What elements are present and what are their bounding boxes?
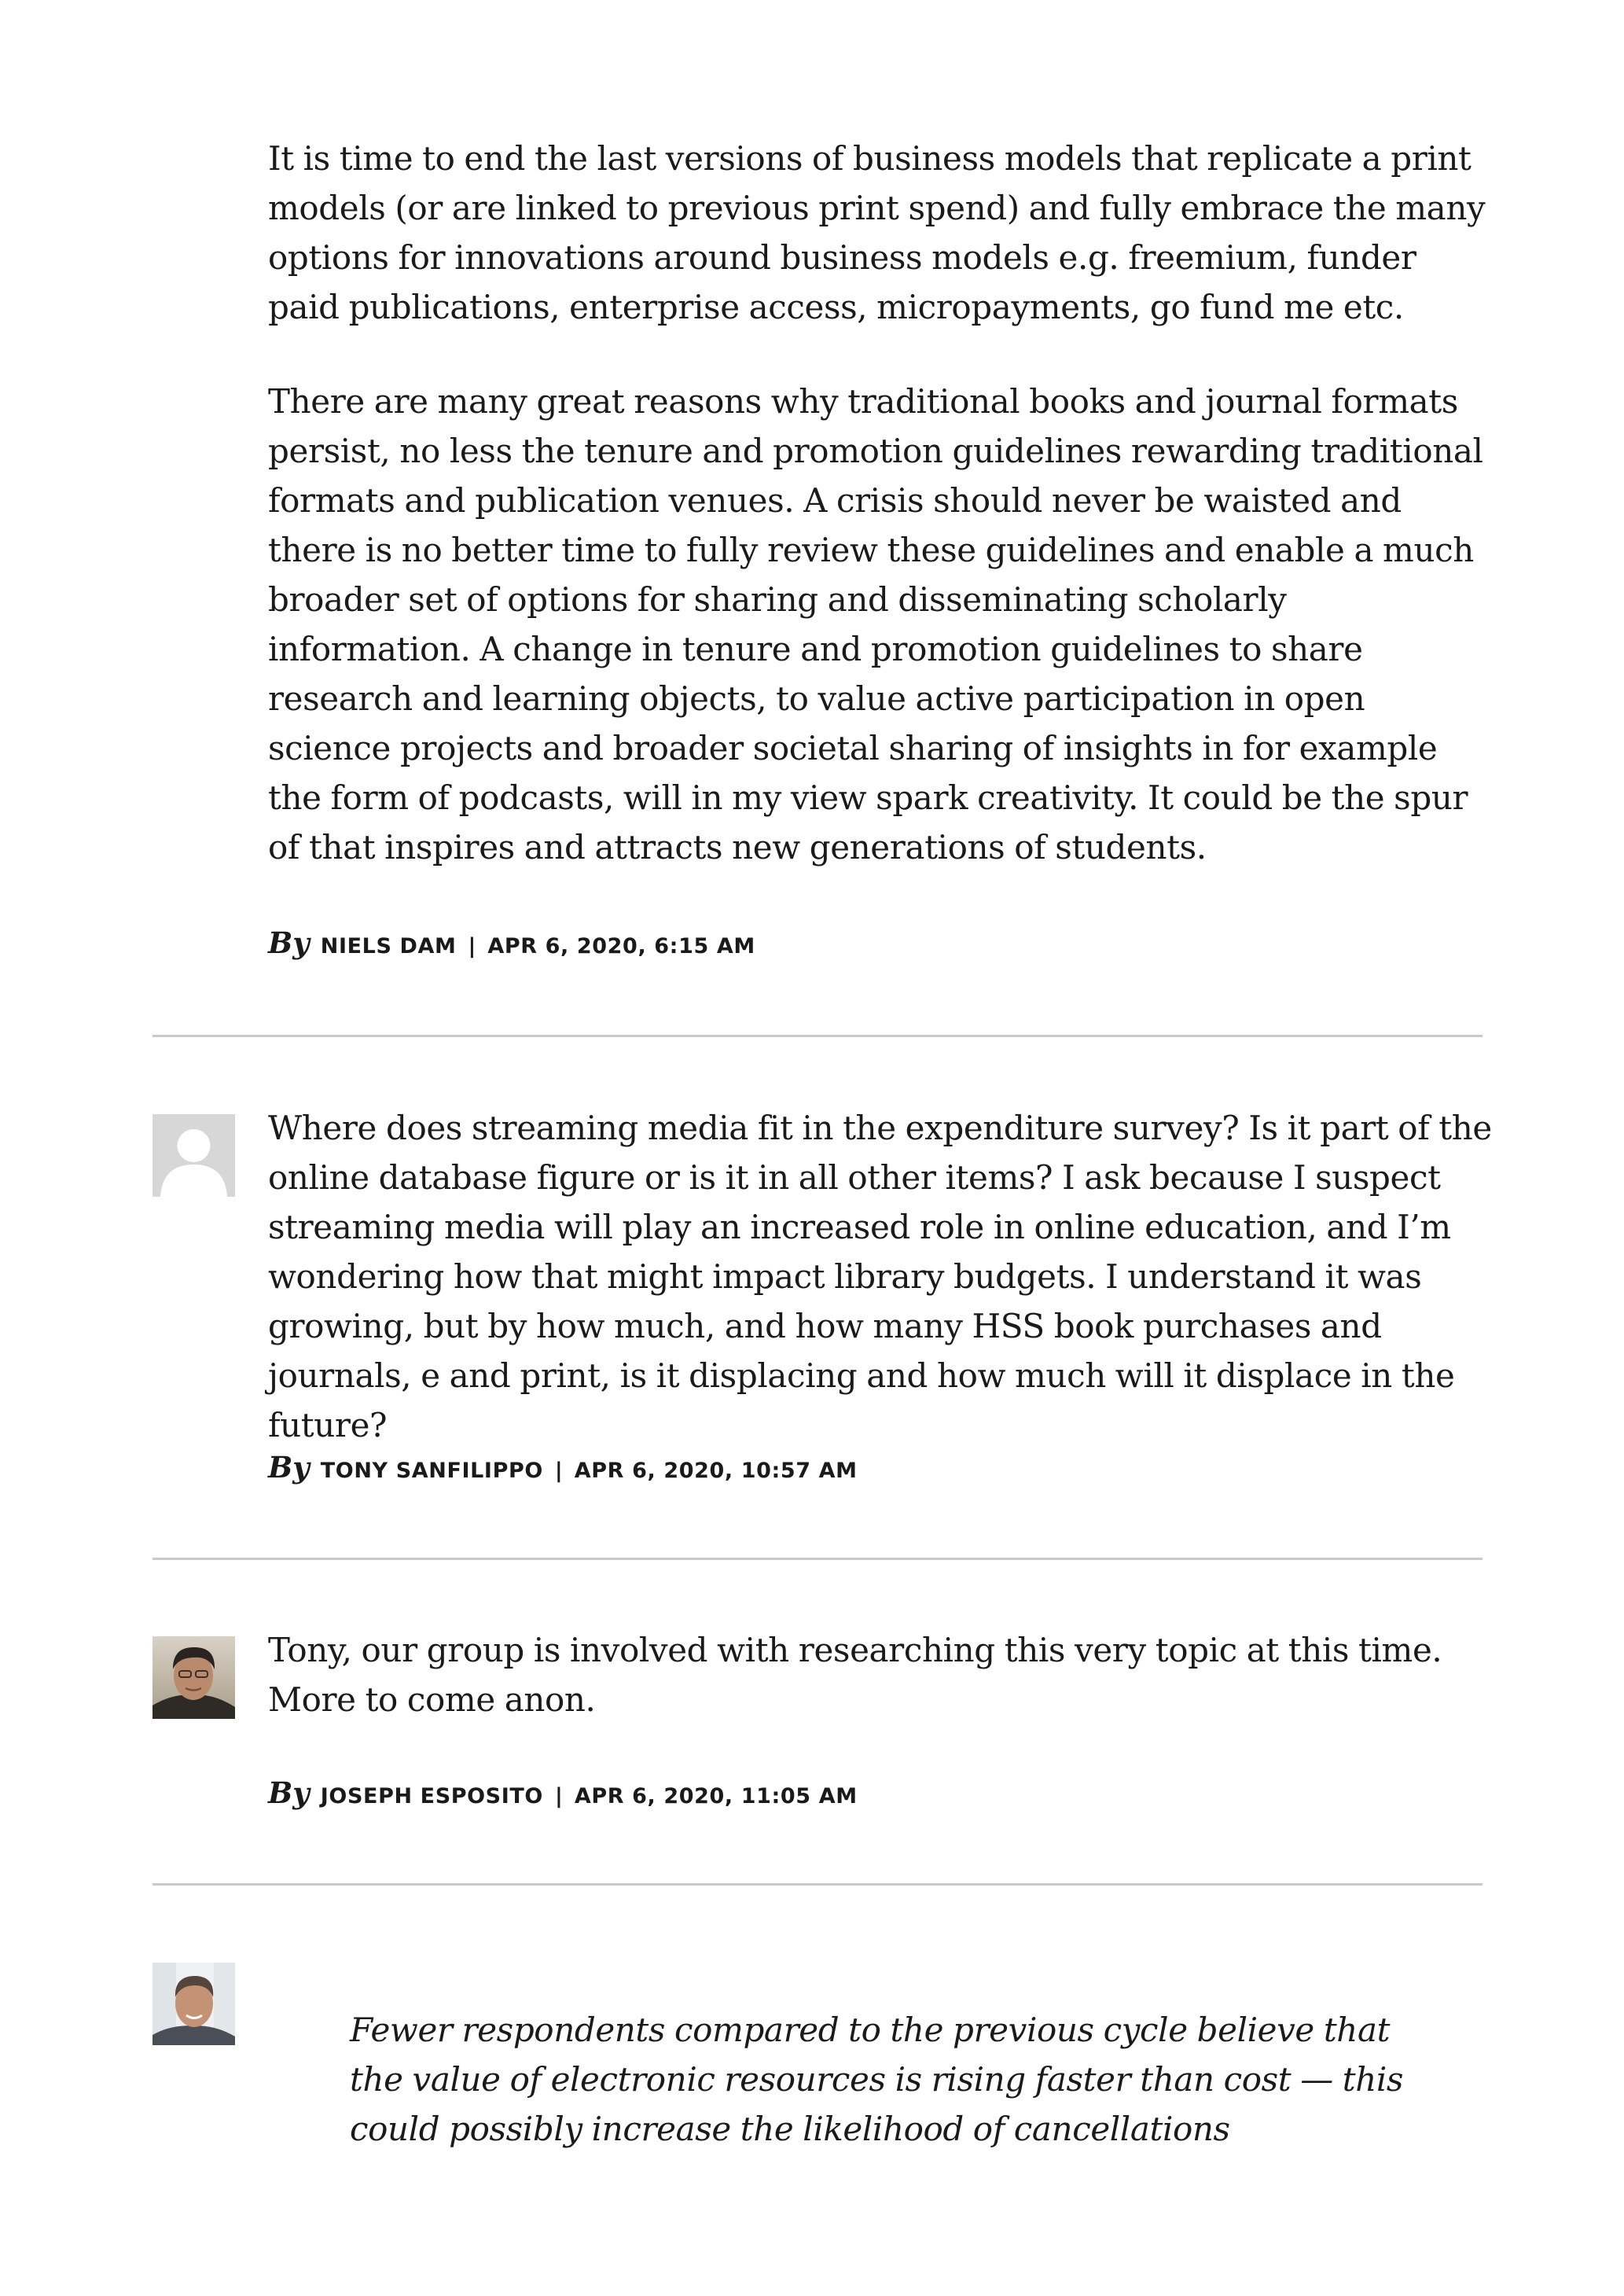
author-name-link[interactable]: TONY SANFILIPPO	[320, 1459, 543, 1483]
comment-date-link[interactable]: APR 6, 2020, 11:05 AM	[574, 1784, 858, 1808]
author-name-link[interactable]: NIELS DAM	[320, 934, 457, 959]
comment-date-link[interactable]: APR 6, 2020, 6:15 AM	[487, 934, 755, 959]
comment-paragraph: It is time to end the last versions of business models that replicate a print models (or are linked to previous print spend) and fully embrace the many options for innovations around business models e.g. freemium, funder paid publications, enterprise access, micropayments, go fund me etc.	[268, 139, 1486, 326]
comment-paragraph: Tony, our group is involved with researching this very topic at this time. More to come anon.	[268, 1631, 1442, 1719]
comment-divider	[152, 1883, 1483, 1886]
author-name-link[interactable]: JOSEPH ESPOSITO	[320, 1784, 543, 1808]
comment-tony-sanfilippo	[268, 1103, 1494, 1450]
comment-byline	[268, 1775, 858, 1815]
byline-separator: |	[554, 1784, 563, 1808]
by-label: By	[268, 1450, 310, 1485]
comment-divider	[152, 1035, 1483, 1037]
by-label: By	[268, 925, 310, 960]
comment-byline	[268, 1450, 858, 1489]
comment-byline	[268, 925, 755, 965]
profile-photo-avatar[interactable]	[152, 1963, 235, 2045]
comment-date-link[interactable]: APR 6, 2020, 10:57 AM	[574, 1459, 858, 1483]
comment-blockquote	[350, 2005, 1450, 2154]
byline-separator: |	[468, 934, 476, 959]
comment-joseph-esposito	[268, 1625, 1494, 1724]
quoted-text: Fewer respondents compared to the previous cycle believe that the value of electronic resources is rising faster than cost — this could possibly increase the likelihood of cancellations	[350, 2011, 1404, 2148]
comment-paragraph: Where does streaming media fit in the expenditure survey? Is it part of the online database figure or is it in all other items? I ask because I suspect streaming media will play an increased role in online education, and I’m wondering how that might impact library budgets. I understand it was growing, but by how much, and how many HSS book purchases and journals, e and print, is it displacing and how much will it displace in the future?	[268, 1109, 1492, 1444]
comment-paragraph: There are many great reasons why traditional books and journal formats persist, no less the tenure and promotion guidelines rewarding traditional formats and publication venues. A crisis should never be waisted and there is no better time to fully review these guidelines and enable a much broader set of options for sharing and disseminating scholarly information. A change in tenure and promotion guidelines to share research and learning objects, to value active participation in open science projects and broader societal sharing of insights in for example the form of podcasts, will in my view spark creativity. It could be the spur of that inspires and attracts new generations of students.	[268, 382, 1483, 867]
byline-separator: |	[554, 1459, 563, 1483]
comment-niels-dam	[268, 134, 1494, 872]
default-user-avatar-icon[interactable]	[152, 1114, 235, 1197]
comment-divider	[152, 1558, 1483, 1560]
profile-photo-avatar[interactable]	[152, 1636, 235, 1719]
by-label: By	[268, 1775, 310, 1810]
